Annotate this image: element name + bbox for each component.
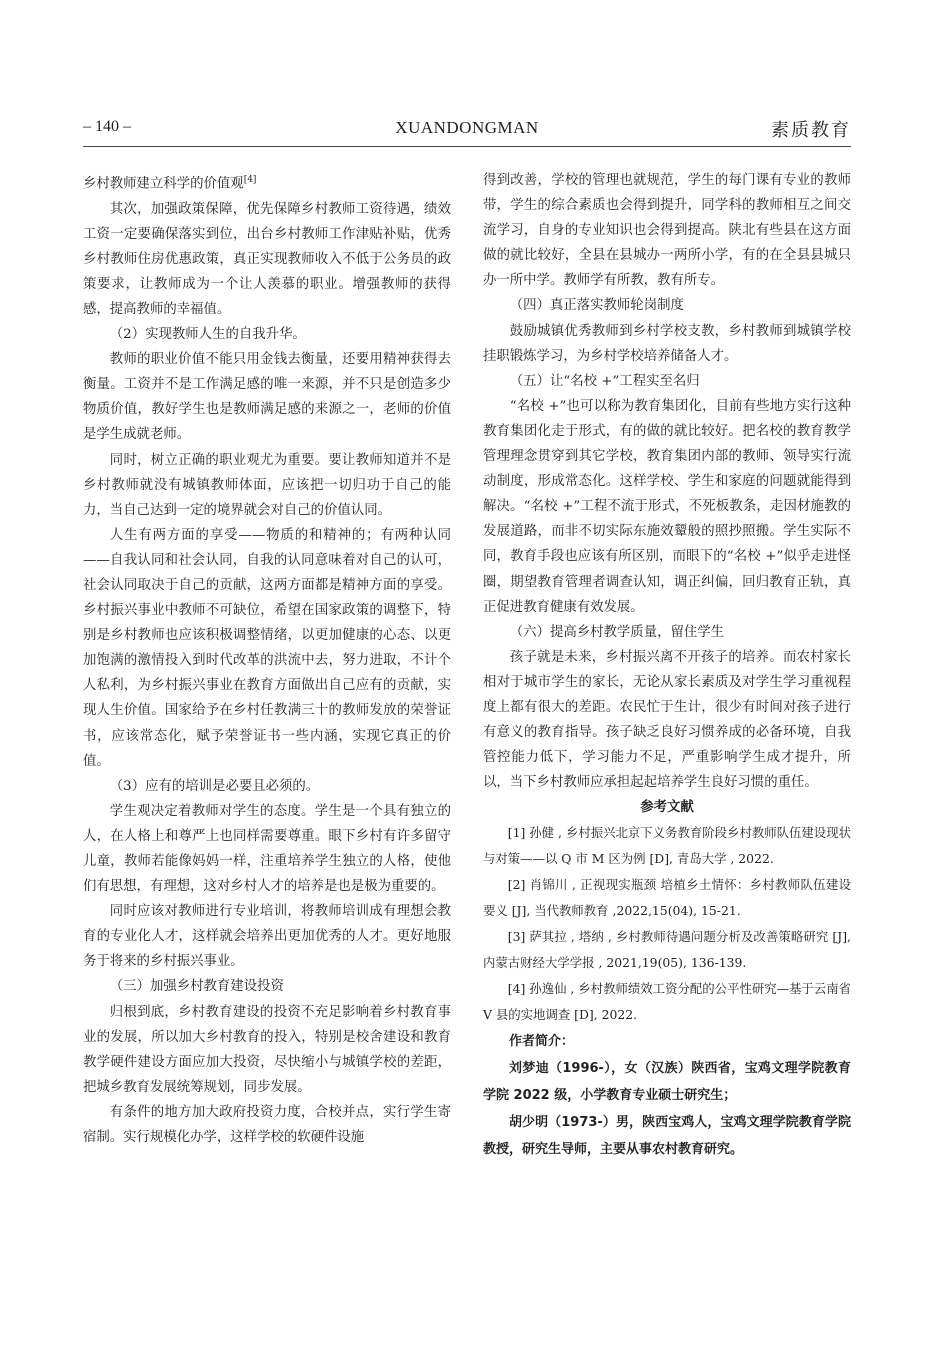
references-title: 参考文献 xyxy=(640,799,694,816)
page-header xyxy=(83,116,851,144)
left-column xyxy=(83,168,451,1150)
paragraph: 鼓励城镇优秀教师到乡村学校支教，乡村教师到城镇学校挂职锻炼学习，为乡村学校培养储备人才。 xyxy=(483,323,851,364)
paragraph: 归根到底，乡村教育建设的投资不充足影响着乡村教育事业的发展，所以加大乡村教育的投入，特别是校舍建设和教育教学硬件建设方面应加大投资，尽快缩小与城镇学校的差距，把城乡教育发展统筹规划，同步发展。 xyxy=(83,1004,451,1095)
paragraph: 教师的职业价值不能只用金钱去衡量，还要用精神获得去衡量。工资并不是工作满足感的唯一来源，并不只是创造多少物质价值，教好学生也是教师满足感的来源之一，老师的价值是学生成就老师。 xyxy=(83,352,451,443)
paragraph: “名校 +”也可以称为教育集团化，目前有些地方实行这种教育集团化走于形式，有的做的就比较好。把名校的教育教学管理理念贯穿到其它学校，教育集团内部的教师、领导实行流动制度，形成常态化。这样学校、学生和家庭的问题就能得到解决。“名校 +”工程不流于形式，不死板教条，走因材施教的发展道路，而非不切实际东施效颦般的照抄照搬。学生实际不同，教育手段也应该有所区别，而眼下的“名校 +”似乎走进怪圈，期望教育管理者调查认知，调正纠偏，回归教育正轨，真正促进教育健康有效发展。 xyxy=(483,398,851,615)
section-heading: （六）提高乡村教学质量，留住学生 xyxy=(509,624,725,640)
right-column xyxy=(483,168,851,1163)
author-bio: 刘梦迪（1996-），女（汉族）陕西省，宝鸡文理学院教育学院 2022 级，小学教育专业硕士研究生； xyxy=(483,1061,851,1104)
citation: [4] xyxy=(243,175,257,185)
paragraph: 同时应该对教师进行专业培训，将教师培训成有理想会教育的专业化人才，这样就会培养出更加优秀的人才。更好地服务于将来的乡村振兴事业。 xyxy=(83,904,451,970)
paragraph: 有条件的地方加大政府投资力度，合校并点，实行学生寄宿制。实行规模化办学，这样学校的软硬件设施 xyxy=(83,1104,451,1146)
paragraph-text: 乡村教师建立科学的价值观 xyxy=(83,176,244,192)
journal-title-en: XUANDONGMAN xyxy=(395,118,539,137)
section-heading: （五）让“名校 +”工程实至名归 xyxy=(509,373,700,389)
paragraph xyxy=(83,168,451,197)
paragraph: 同时，树立正确的职业观尤为重要。要让教师知道并不是乡村教师就没有城镇教师体面，应该把一切归功于自己的能力，当自己达到一定的境界就会对自己的价值认同。 xyxy=(83,452,451,518)
subheading: （3）应有的培训是必要且必须的。 xyxy=(109,778,320,794)
reference-item: [4] 孙逸仙 , 乡村教师绩效工资分配的公平性研究—基于云南省 V 县的实地调查 [D], 2022. xyxy=(483,981,851,1023)
header-rule xyxy=(83,146,851,147)
section-heading: （三）加强乡村教育建设投资 xyxy=(109,979,284,995)
page-number: – 140 – xyxy=(83,118,131,135)
author-title: 作者简介： xyxy=(509,1034,575,1050)
paragraph: 孩子就是未来，乡村振兴离不开孩子的培养。而农村家长相对于城市学生的家长，无论从家长素质及对学生学习重视程度上都有很大的差距。农民忙于生计，很少有时间对孩子进行有意义的教育指导。孩子缺乏良好习惯养成的必备环境，自我管控能力低下，学习能力不足，严重影响学生成才提升，所以，当下乡村教师应承担起起培养学生良好习惯的重任。 xyxy=(483,649,851,791)
author-bio: 胡少明（1973-）男，陕西宝鸡人，宝鸡文理学院教育学院教授，研究生导师，主要从事农村教育研究。 xyxy=(483,1115,851,1158)
paragraph: 学生观决定着教师对学生的态度。学生是一个具有独立的人，在人格上和尊严上也同样需要尊重。眼下乡村有许多留守儿童，教师若能像妈妈一样，注重培养学生独立的人格，使他们有思想，有理想，这对乡村人才的培养是也是极为重要的。 xyxy=(83,803,451,895)
section-heading: （四）真正落实教师轮岗制度 xyxy=(509,298,684,314)
reference-item: [1] 孙健 , 乡村振兴北京下义务教育阶段乡村教师队伍建设现状与对策——以 Q 市 M 区为例 [D], 青岛大学 , 2022. xyxy=(483,825,851,867)
paragraph: 其次，加强政策保障，优先保障乡村教师工资待遇，绩效工资一定要确保落实到位，出台乡村教师工作津贴补贴，优秀乡村教师住房优惠政策，真正实现教师收入不低于公务员的政策要求，让教师成为一个让人羡慕的职业。增强教师的获得感，提高教师的幸福值。 xyxy=(83,201,451,317)
paragraph: 人生有两方面的享受——物质的和精神的；有两种认同——自我认同和社会认同，自我的认同意味着对自己的认可，社会认同取决于自己的贡献，这两方面都是精神方面的享受。乡村振兴事业中教师不可缺位，希望在国家政策的调整下，特别是乡村教师也应该积极调整情绪，以更加健康的心态、以更加饱满的激情投入到时代改革的洪流中去，努力进取，不计个人私利，为乡村振兴事业在教育方面做出自己应有的贡献，实现人生价值。国家给予在乡村任教满三十的教师发放的荣誉证书，应该常态化，赋予荣誉证书一些内涵，实现它真正的价值。 xyxy=(83,527,451,769)
reference-item: [3] 萨其拉 , 塔纳 , 乡村教师待遇问题分析及改善策略研究 [J], 内蒙古财经大学学报 , 2021,19(05), 136-139. xyxy=(483,929,851,971)
paragraph: 得到改善，学校的管理也就规范，学生的每门课有专业的教师带，学生的综合素质也会得到提升，同学科的教师相互之间交流学习，自身的专业知识也会得到提高。陕北有些县在这方面做的就比较好，全县在县城办一两所小学，有的在全县县城只办一所中学。教师学有所教，教有所专。 xyxy=(483,173,851,289)
journal-title-cn: 素质教育 xyxy=(771,120,851,141)
reference-item: [2] 肖锦川 , 正视现实瓶颈 培植乡土情怀：乡村教师队伍建设要义 [J], 当代教师教育 ,2022,15(04), 15-21. xyxy=(483,877,851,919)
subheading: （2）实现教师人生的自我升华。 xyxy=(109,327,306,343)
